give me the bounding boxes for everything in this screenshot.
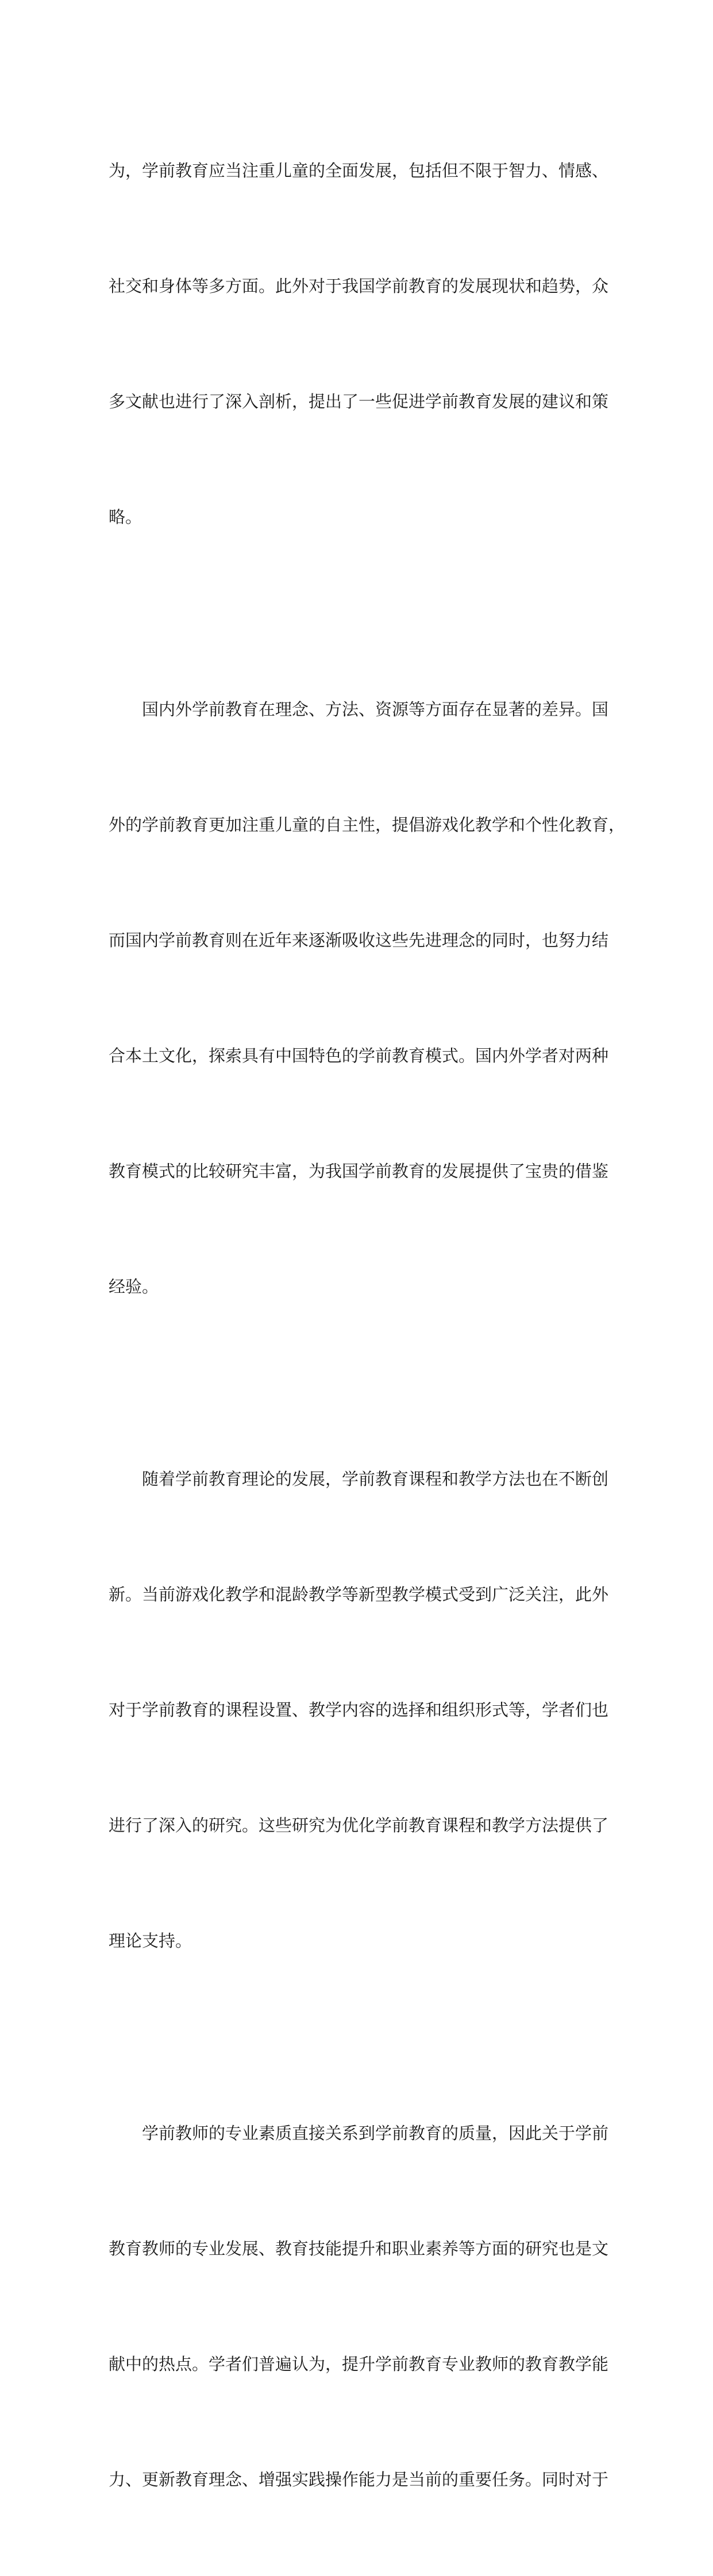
- text-line: 合本土文化，探索具有中国特色的学前教育模式。国内外学者对两种: [109, 1046, 609, 1065]
- text-line: 为，学前教育应当注重儿童的全面发展，包括但不限于智力、情感、: [109, 161, 609, 180]
- document-body: [109, 75, 626, 2576]
- text-line: 进行了深入的研究。这些研究为优化学前教育课程和教学方法提供了: [109, 1816, 609, 1835]
- paragraph-3: [109, 1383, 608, 2037]
- text-line: 教育教师的专业发展、教育技能提升和职业素养等方面的研究也是文: [109, 2239, 609, 2258]
- text-line: 对于学前教育的课程设置、教学内容的选择和组织形式等，学者们也: [109, 1700, 609, 1720]
- text-line: 力、更新教育理念、增强实践操作能力是当前的重要任务。同时对于: [109, 2470, 609, 2489]
- text-line-content: 随着学前教育理论的发展，学前教育课程和教学方法也在不断创: [142, 1469, 609, 1489]
- text-line: 献中的热点。学者们普遍认为，提升学前教育专业教师的教育教学能: [109, 2354, 609, 2374]
- text-line: 经验。: [109, 1277, 159, 1296]
- text-line: 社交和身体等多方面。此外对于我国学前教育的发展现状和趋势，众: [109, 276, 609, 296]
- text-line: 外的学前教育更加注重儿童的自主性，提倡游戏化教学和个性化教育，: [109, 815, 626, 835]
- paragraph-4: [109, 2037, 608, 2576]
- text-line-content: 学前教师的专业素质直接关系到学前教育的质量，因此关于学前: [142, 2123, 609, 2143]
- text-line: 略。: [109, 507, 142, 527]
- paragraph-1: [109, 75, 608, 613]
- text-line: [109, 690, 608, 729]
- text-line: 多文献也进行了深入剖析，提出了一些促进学前教育发展的建议和策: [109, 392, 609, 411]
- paragraph-2: [109, 613, 626, 1383]
- text-line: 新。当前游戏化教学和混龄教学等新型教学模式受到广泛关注，此外: [109, 1585, 609, 1604]
- text-line: 教育模式的比较研究丰富，为我国学前教育的发展提供了宝贵的借鉴: [109, 1161, 609, 1181]
- text-line-content: 国内外学前教育在理念、方法、资源等方面存在显著的差异。国: [142, 700, 609, 719]
- text-line: [109, 2114, 608, 2153]
- text-line: 而国内学前教育则在近年来逐渐吸收这些先进理念的同时，也努力结: [109, 930, 609, 950]
- text-line: [109, 1460, 608, 1499]
- text-line: 理论支持。: [109, 1931, 192, 1951]
